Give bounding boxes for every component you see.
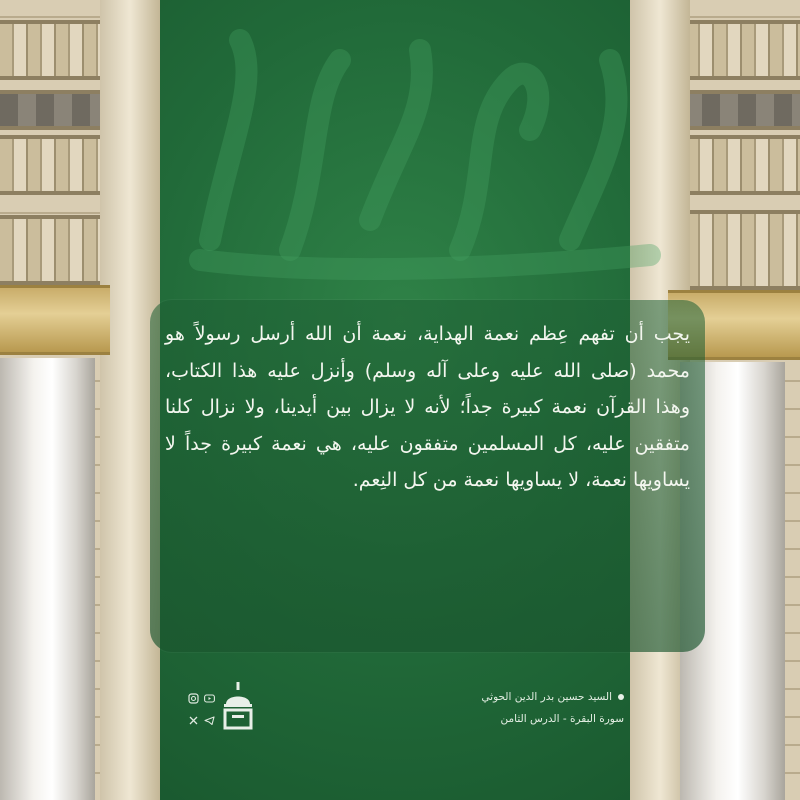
mosque-dome-logo-icon xyxy=(221,682,255,732)
social-icons xyxy=(188,689,216,729)
instagram-icon[interactable] xyxy=(188,689,199,700)
bullet-dot-icon xyxy=(618,694,624,700)
attribution xyxy=(384,686,624,730)
quote-text: يجب أن تفهم عِظم نعمة الهداية، نعمة أن الله أرسل رسولاً هو محمد (صلى الله عليه وعلى آله وسلم) وأنزل عليه هذا الكتاب، وهذا القرآن نعمة كبيرة جداً؛ لأنه لا يزال بين أيدينا، ولا نزال كلنا متفقين عليه، كل المسلمين متفقون عليه، هي نعمة كبيرة جداً لا يساويها نعمة، لا يساويها نعمة من كل النِعم. xyxy=(165,323,690,491)
youtube-icon[interactable] xyxy=(204,689,215,700)
speaker-name: السيد حسين بدر الدين الحوثي xyxy=(481,691,612,703)
capital-left xyxy=(0,285,110,355)
column-left xyxy=(0,358,95,800)
source-line: سورة البقرة - الدرس الثامن xyxy=(500,713,624,725)
x-icon[interactable] xyxy=(188,711,199,722)
speaker-line xyxy=(384,686,624,708)
calligraphy-watermark xyxy=(170,20,670,280)
telegram-icon[interactable] xyxy=(204,711,215,722)
left-architecture xyxy=(0,0,160,800)
